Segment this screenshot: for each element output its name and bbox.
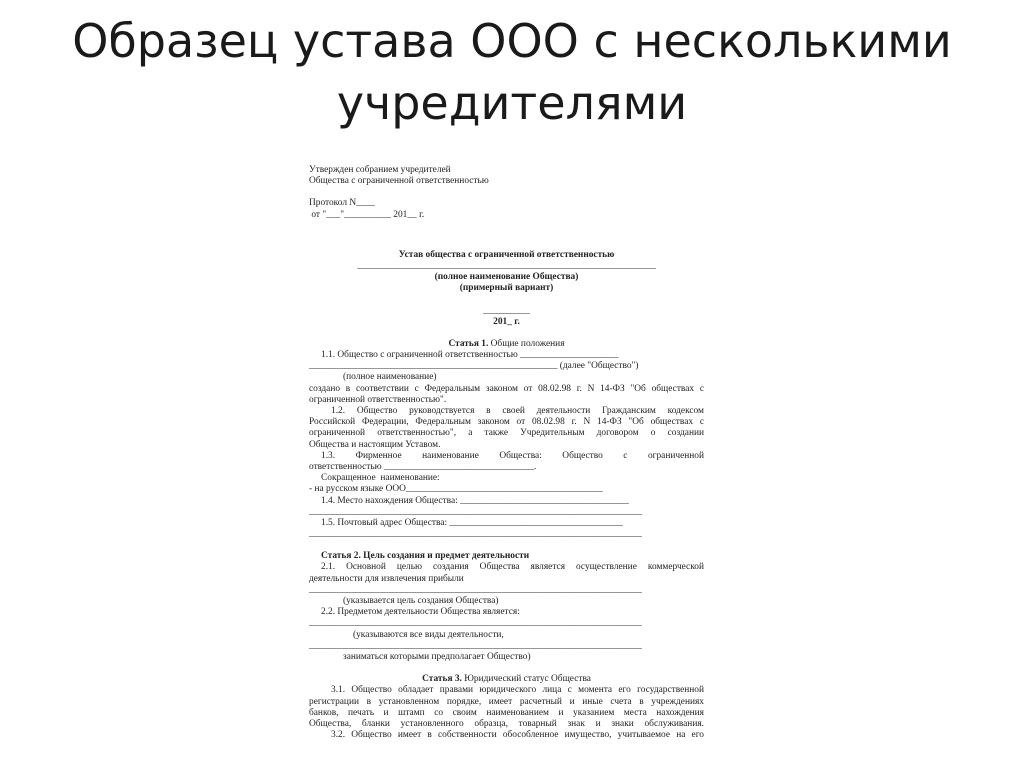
article-1-line: 1.4. Место нахождения Общества: ____________________________________	[321, 495, 629, 506]
article-2-heading: Статья 2. Цель создания и предмет деятельности	[321, 551, 530, 562]
article-1-line: Российской Федерации, Федеральным законом от 08.02.98 г. N 14-ФЗ "Об обществах с	[309, 417, 704, 428]
approval-line: Общества с ограниченной ответственностью	[309, 176, 489, 187]
article-3-line: Общества, бланки установленного образца, товарный знак и знаки обслуживания.	[309, 718, 704, 729]
article-1-line: _____________________________________________________ (далее "Общество")	[309, 361, 639, 372]
heading-rule: ____________________________________________________________________	[357, 260, 656, 271]
spacer	[309, 295, 704, 306]
article-1-line: 1.5. Почтовый адрес Общества: _____________________________________	[321, 517, 623, 528]
article-2-line: (указывается цель создания Общества)	[343, 596, 499, 606]
article-2-line: 2.2. Предметом деятельности Общества является:	[321, 607, 520, 618]
article-2-line: заниматься которыми предполагает Общество)	[343, 651, 531, 662]
approval-line: Утвержден собранием учредителей	[309, 165, 451, 175]
article-1-line: ограниченной ответственностью".	[309, 394, 447, 405]
article-1-line: _______________________________________________________________________	[309, 506, 642, 517]
spacer	[309, 187, 704, 198]
article-2-line: _______________________________________________________________________	[309, 618, 642, 629]
article-2-line: _______________________________________________________________________	[309, 584, 642, 595]
article-3-heading	[309, 674, 704, 685]
article-1-line: 1.1. Общество с ограниченной ответственностью _____________________	[321, 350, 619, 361]
slide-title-line-2: учредителями	[336, 76, 688, 130]
spacer	[309, 328, 704, 339]
article-2-line: 2.1. Основной целью создания Общества является осуществление коммерческой	[321, 562, 704, 573]
article-1-line: ответственностью ________________________________.	[309, 461, 537, 472]
article-3-line: 3.1. Общество обладает правами юридического лица с момента его государственной	[331, 685, 704, 696]
article-3-line: 3.2. Общество имеет в собственности обособленное имущество, учитываемое на его	[331, 730, 704, 741]
article-1-line: 1.3. Фирменное наименование Общества: Общество с ограниченной	[321, 450, 704, 461]
protocol-date-line: от "___"__________ 201__ г.	[309, 209, 425, 220]
variant-note: (примерный вариант)	[459, 283, 554, 294]
spacer	[309, 540, 704, 551]
article-1-line: - на русском языке ООО__________________________________________	[309, 484, 603, 495]
article-2-line: _______________________________________________________________________	[309, 640, 642, 651]
year-line: 201_ г.	[493, 316, 520, 327]
article-1-line: Общества и настоящим Уставом.	[309, 439, 441, 450]
article-2-line: (указываются все виды деятельности,	[353, 629, 504, 640]
article-3-title: Юридический статус Общества	[461, 674, 591, 685]
full-name-note: (полное наименование Общества)	[434, 272, 579, 283]
slide-title-line-1: Образец устава ООО с несколькими	[72, 14, 952, 68]
spacer	[309, 663, 704, 674]
document-heading: Устав общества с ограниченной ответственностью	[398, 249, 615, 260]
place-rule: __________	[483, 305, 530, 316]
article-3-label: Статья 3.	[422, 674, 462, 685]
protocol-line: Протокол N____	[309, 198, 375, 209]
spacer	[309, 239, 704, 250]
article-3-line: банков, печать и штамп со своим наименованием и указанием места нахождения	[309, 707, 704, 718]
article-1-title: Общие положения	[488, 338, 565, 349]
spacer	[309, 221, 704, 239]
article-1-heading	[309, 339, 704, 350]
article-1-line: создано в соответствии с Федеральным законом от 08.02.98 г. N 14-ФЗ "Об обществах с	[309, 383, 704, 394]
charter-document	[309, 165, 704, 741]
article-1-line: _______________________________________________________________________	[309, 529, 642, 540]
article-1-line: 1.2. Общество руководствуется в своей деятельности Гражданским кодексом	[331, 406, 704, 416]
slide-title	[0, 10, 1024, 134]
article-1-line: ограниченной ответственностью", а также Учредительным договором о создании	[309, 428, 704, 439]
article-1-line: (полное наименование)	[343, 372, 437, 383]
article-2-line: деятельности для извлечения прибыли	[309, 573, 464, 584]
article-1-line: Сокращенное наименование:	[321, 473, 440, 484]
article-1-label: Статья 1.	[448, 338, 489, 349]
article-3-line: регистрации в установленном порядке, имеет расчетный и иные счета в учреждениях	[309, 696, 704, 707]
